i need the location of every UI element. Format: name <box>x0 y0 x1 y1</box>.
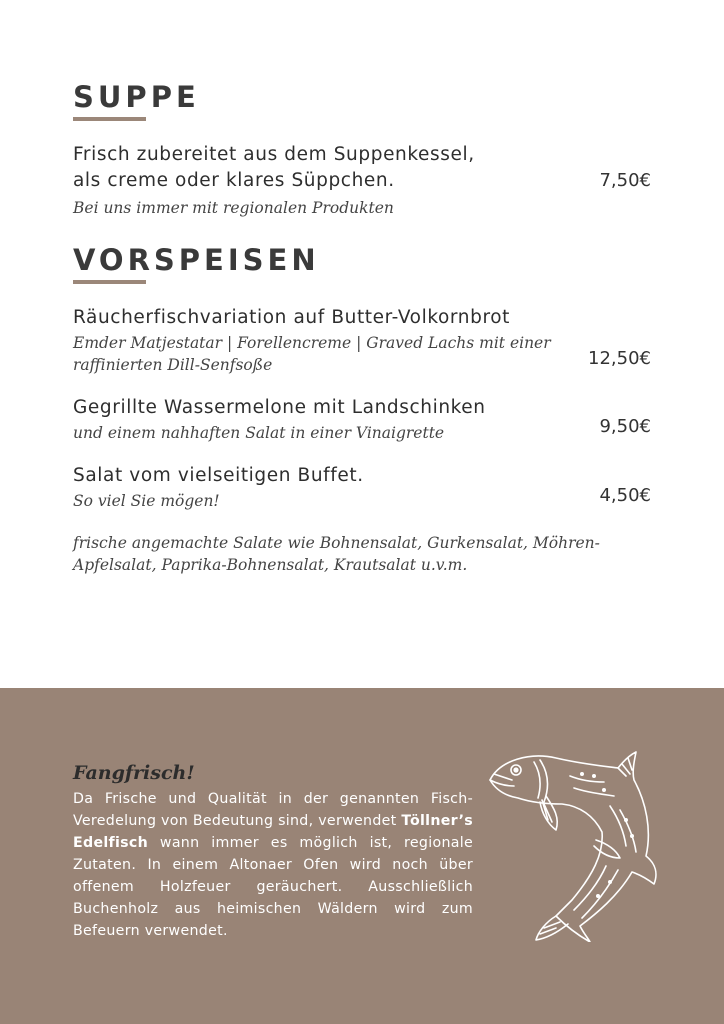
brand-name: Töllner’s Edelfisch <box>73 813 473 851</box>
vorspeise-1-price: 12,50€ <box>588 348 651 369</box>
vorspeise-2-desc-line1: und einem nahhaften Salat in einer Vinaigrette <box>73 424 445 442</box>
fangfrisch-text-after: wann immer es möglich ist, regionale Zutaten. In einem Altonaer Ofen wird noch über offenem Holzfeuer geräuchert. Ausschließlich Buchenholz aus heimischen Wäldern wird zum Befeuern verwendet. <box>73 835 473 939</box>
vorspeise-1-title: Räucherfischvariation auf Butter-Volkornbrot <box>73 307 511 328</box>
heading-underline-suppe <box>73 117 146 121</box>
suppe-price: 7,50€ <box>599 170 651 191</box>
suppe-title-line2: als creme oder klares Süppchen. <box>73 170 395 191</box>
vorspeise-2-title: Gegrillte Wassermelone mit Landschinken <box>73 397 486 418</box>
vorspeise-3-title: Salat vom vielseitigen Buffet. <box>73 465 364 486</box>
fangfrisch-text-before: Da Frische und Qualität in der genannten Fisch-Veredelung von Bedeutung sind, verwendet <box>73 791 473 829</box>
heading-underline-vorspeisen <box>73 280 146 284</box>
suppe-title-line1: Frisch zubereitet aus dem Suppenkessel, <box>73 144 475 165</box>
suppe-description: Bei uns immer mit regionalen Produkten <box>73 199 394 217</box>
vorspeise-3-price: 4,50€ <box>599 485 651 506</box>
vorspeise-1-desc-line2: raffinierten Dill-Senfsoße <box>73 356 273 374</box>
vorspeise-1-desc-line1: Emder Matjestatar | Forellencreme | Graved Lachs mit einer <box>73 334 551 352</box>
fish-illustration-icon <box>486 746 658 942</box>
salad-note-line2: Apfelsalat, Paprika-Bohnensalat, Krautsalat u.v.m. <box>73 556 468 574</box>
salad-note-line1: frische angemachte Salate wie Bohnensalat, Gurkensalat, Möhren- <box>73 534 600 552</box>
fangfrisch-text <box>73 788 473 942</box>
vorspeise-2-price: 9,50€ <box>599 416 651 437</box>
fangfrisch-title: Fangfrisch! <box>73 762 195 784</box>
vorspeise-3-desc-line1: So viel Sie mögen! <box>73 492 220 510</box>
section-heading-suppe: SUPPE <box>73 80 200 114</box>
section-heading-vorspeisen: VORSPEISEN <box>73 243 320 277</box>
